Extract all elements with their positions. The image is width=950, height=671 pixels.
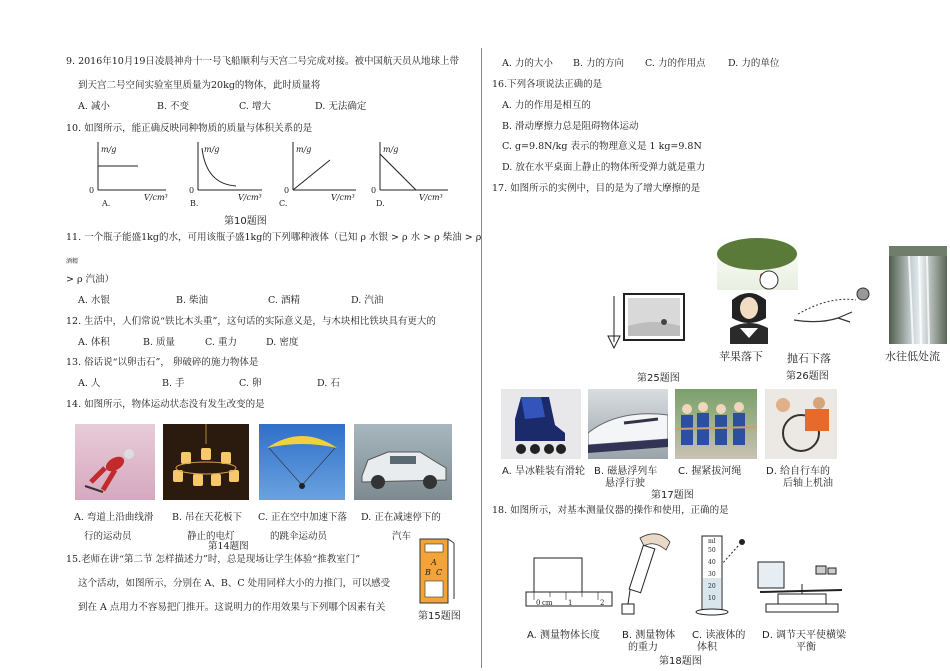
q14-photo-car: [354, 424, 452, 500]
q14-photo-chandelier: [163, 424, 249, 500]
q11-sub-label: 酒精: [66, 258, 79, 265]
graph-c-origin: 0: [284, 186, 290, 195]
q14-option-d-line2: 汽车: [392, 531, 412, 542]
q12-option-b: B. 质量: [143, 337, 176, 348]
q17-option-a: A. 旱冰鞋装有滑轮: [502, 466, 586, 477]
q15-line2: 这个活动，如图所示，分别在 A、B、C 处用同样大小的力推门，可以感受: [78, 578, 391, 589]
graph-d: [371, 142, 448, 208]
q14-option-b-line1: B. 吊在天花板下: [172, 512, 243, 523]
q9-line1: 9. 2016年10月19日凌晨神舟十一号飞船顺利与天宫二号完成对接。被中国航天员从地球上带: [66, 56, 459, 67]
q15-door-figure: [414, 535, 464, 607]
graph-b-m-label: m/g: [204, 145, 220, 154]
ruler-mark-1: 1: [568, 599, 573, 607]
q15-line1: 15.老师在讲“第二节 怎样描述力”时，总是现场让学生体验“推教室门”: [66, 554, 361, 565]
q17-option-d-line2: 后轴上机油: [783, 478, 833, 489]
graph-d-letter: D.: [376, 199, 385, 208]
q9-line2: 到天宫二号空间实验室里质量为20kg的物体，此时质量将: [78, 80, 321, 91]
door-label-c: C: [436, 568, 443, 577]
q26-throw-figure: [790, 282, 880, 338]
q11-option-b: B. 柴油: [176, 295, 209, 306]
q14-stem: 14. 如图所示，物体运动状态没有发生改变的是: [66, 399, 265, 410]
q15-option-c: C. 力的作用点: [645, 58, 706, 69]
q15-line3: 到在 A 点用力不容易把门推开。这说明力的作用效果与下列哪个因素有关: [78, 602, 386, 613]
graph-b-v-label: V/cm³: [238, 193, 262, 202]
q26-label-water: 水往低处流: [885, 350, 940, 363]
q14-option-d-line1: D. 正在减速停下的: [361, 512, 441, 523]
q11-line1: 11. 一个瓶子能盛1kg的水，可用该瓶子盛1kg的下列哪种液体（已知 ρ 水银 > ρ 水 > ρ 柴油 > ρ: [66, 232, 482, 243]
q25-caption: 第25题图: [637, 373, 680, 384]
graph-a-origin: 0: [89, 186, 95, 195]
q18-option-d-line1: D. 调节天平使横梁: [762, 630, 847, 641]
q14-photo-parachute: [259, 424, 345, 500]
graph-c: [279, 142, 356, 208]
q18-option-a: A. 测量物体长度: [527, 630, 601, 641]
q14-option-c-line2: 的跳伞运动员: [270, 531, 328, 542]
q13-option-a: A. 人: [78, 378, 101, 389]
q26-newton-figure: [722, 288, 776, 344]
q26-photo-tree: [717, 236, 798, 290]
q26-label-stone: 抛石下落: [787, 352, 831, 365]
q13-option-d: D. 石: [317, 378, 340, 389]
q15-caption: 第15题图: [418, 611, 461, 622]
ruler-mark-2: 2: [600, 599, 605, 607]
q11-option-a: A. 水银: [78, 295, 110, 306]
q12-option-c: C. 重力: [205, 337, 237, 348]
cyl-mark-20: 20: [708, 583, 716, 590]
graph-b: [189, 142, 262, 208]
q17-photo-tugofwar: [675, 389, 757, 459]
graph-d-v-label: V/cm³: [419, 193, 443, 202]
q17-option-b-line1: B. 磁悬浮列车: [594, 466, 658, 477]
q10-caption: 第10题图: [224, 216, 267, 227]
q18-figure-balance: [758, 562, 842, 612]
q15-option-b: B. 力的方向: [573, 58, 625, 69]
graph-c-v-label: V/cm³: [331, 193, 355, 202]
q17-option-b-line2: 悬浮行驶: [605, 478, 645, 489]
cyl-mark-10: 10: [708, 595, 716, 602]
q18-figure-spring-scale: [622, 534, 670, 614]
q14-option-b-line2: 静止的电灯: [187, 531, 235, 542]
q14-option-c-line1: C. 正在空中加速下落: [258, 512, 347, 523]
q26-caption: 第26题图: [786, 371, 829, 382]
q12-stem: 12. 生活中，人们常说“铁比木头重”，这句话的实际意义是，与木块相比铁块具有更大的: [66, 316, 436, 327]
q11-line2: > ρ 汽油）: [66, 274, 115, 285]
q26-photo-waterfall: [889, 246, 947, 344]
q16-option-c: C. g=9.8N/kg 表示的物理意义是 1 kg=9.8N: [502, 141, 702, 152]
q16-option-a: A. 力的作用是相互的: [502, 100, 591, 111]
q14-option-a-line1: A. 弯道上沿曲线滑: [74, 512, 154, 523]
q13-option-b: B. 手: [162, 378, 185, 389]
graph-c-letter: C.: [279, 199, 288, 208]
q12-option-a: A. 体积: [78, 337, 110, 348]
cyl-mark-ml: ml: [708, 538, 716, 545]
q13-stem: 13. 俗话说“以卵击石”， 卵破碎的施力物体是: [66, 357, 259, 368]
q18-option-c-line1: C. 读液体的: [692, 630, 746, 641]
q18-figures: [520, 524, 860, 624]
q9-option-b: B. 不变: [157, 101, 190, 112]
ruler-mark-cm: cm: [542, 599, 553, 607]
q18-caption: 第18题图: [659, 656, 702, 667]
q25-figure: [606, 292, 686, 352]
q18-option-c-line2: 体积: [697, 642, 717, 653]
q17-photo-skate: [501, 389, 581, 459]
q18-figure-cylinder: [696, 536, 745, 615]
graph-b-origin: 0: [189, 186, 195, 195]
q11-option-d: D. 汽油: [351, 295, 384, 306]
q14-option-a-line2: 行的运动员: [84, 531, 132, 542]
q9-option-d: D. 无法确定: [315, 101, 367, 112]
q17-stem: 17. 如图所示的实例中，目的是为了增大摩擦的是: [492, 183, 701, 194]
q16-option-b: B. 滑动摩擦力总是阻碍物体运动: [502, 121, 639, 132]
door-label-a: A: [431, 558, 437, 567]
q17-photo-maglev: [588, 389, 668, 459]
q13-option-c: C. 卵: [239, 378, 262, 389]
q14-photo-skater: [75, 424, 155, 500]
cyl-mark-30: 30: [708, 571, 716, 578]
q9-option-c: C. 增大: [239, 101, 271, 112]
cyl-mark-50: 50: [708, 547, 716, 554]
q15-option-a: A. 力的大小: [502, 58, 553, 69]
q18-option-b-line1: B. 测量物体: [622, 630, 676, 641]
q14-caption: 第14题图: [208, 541, 249, 552]
graph-a-m-label: m/g: [101, 145, 117, 154]
q17-photo-bicycle: [765, 389, 837, 459]
cyl-mark-40: 40: [708, 559, 716, 566]
column-divider: [481, 48, 482, 668]
q10-graphs: [86, 138, 456, 212]
graph-d-m-label: m/g: [383, 145, 399, 154]
graph-a: [89, 142, 168, 208]
q12-option-d: D. 密度: [266, 337, 299, 348]
q16-stem: 16.下列各项说法正确的是: [492, 79, 603, 90]
door-label-b: B: [425, 568, 431, 577]
q10-stem: 10. 如图所示，能正确反映同种物质的质量与体积关系的是: [66, 123, 313, 134]
graph-c-m-label: m/g: [296, 145, 312, 154]
q18-option-b-line2: 的重力: [628, 642, 658, 653]
graph-a-letter: A.: [102, 199, 111, 208]
q17-caption: 第17题图: [651, 490, 694, 501]
graph-b-letter: B.: [190, 199, 199, 208]
q16-option-d: D. 放在水平桌面上静止的物体所受弹力就是重力: [502, 162, 706, 173]
q18-option-d-line2: 平衡: [796, 642, 816, 653]
q17-option-d-line1: D. 给自行车的: [766, 466, 831, 477]
graph-d-origin: 0: [371, 186, 377, 195]
ruler-mark-0: 0: [536, 599, 541, 607]
q18-stem: 18. 如图所示，对基本测量仪器的操作和使用，正确的是: [492, 505, 729, 516]
q11-option-c: C. 酒精: [268, 295, 300, 306]
q17-option-c: C. 握紧拔河绳: [678, 466, 742, 477]
graph-a-v-label: V/cm³: [144, 193, 168, 202]
q9-option-a: A. 减小: [78, 101, 110, 112]
q18-figure-ruler: [526, 558, 612, 607]
q15-option-d: D. 力的单位: [728, 58, 780, 69]
q26-label-apple: 苹果落下: [719, 350, 763, 363]
